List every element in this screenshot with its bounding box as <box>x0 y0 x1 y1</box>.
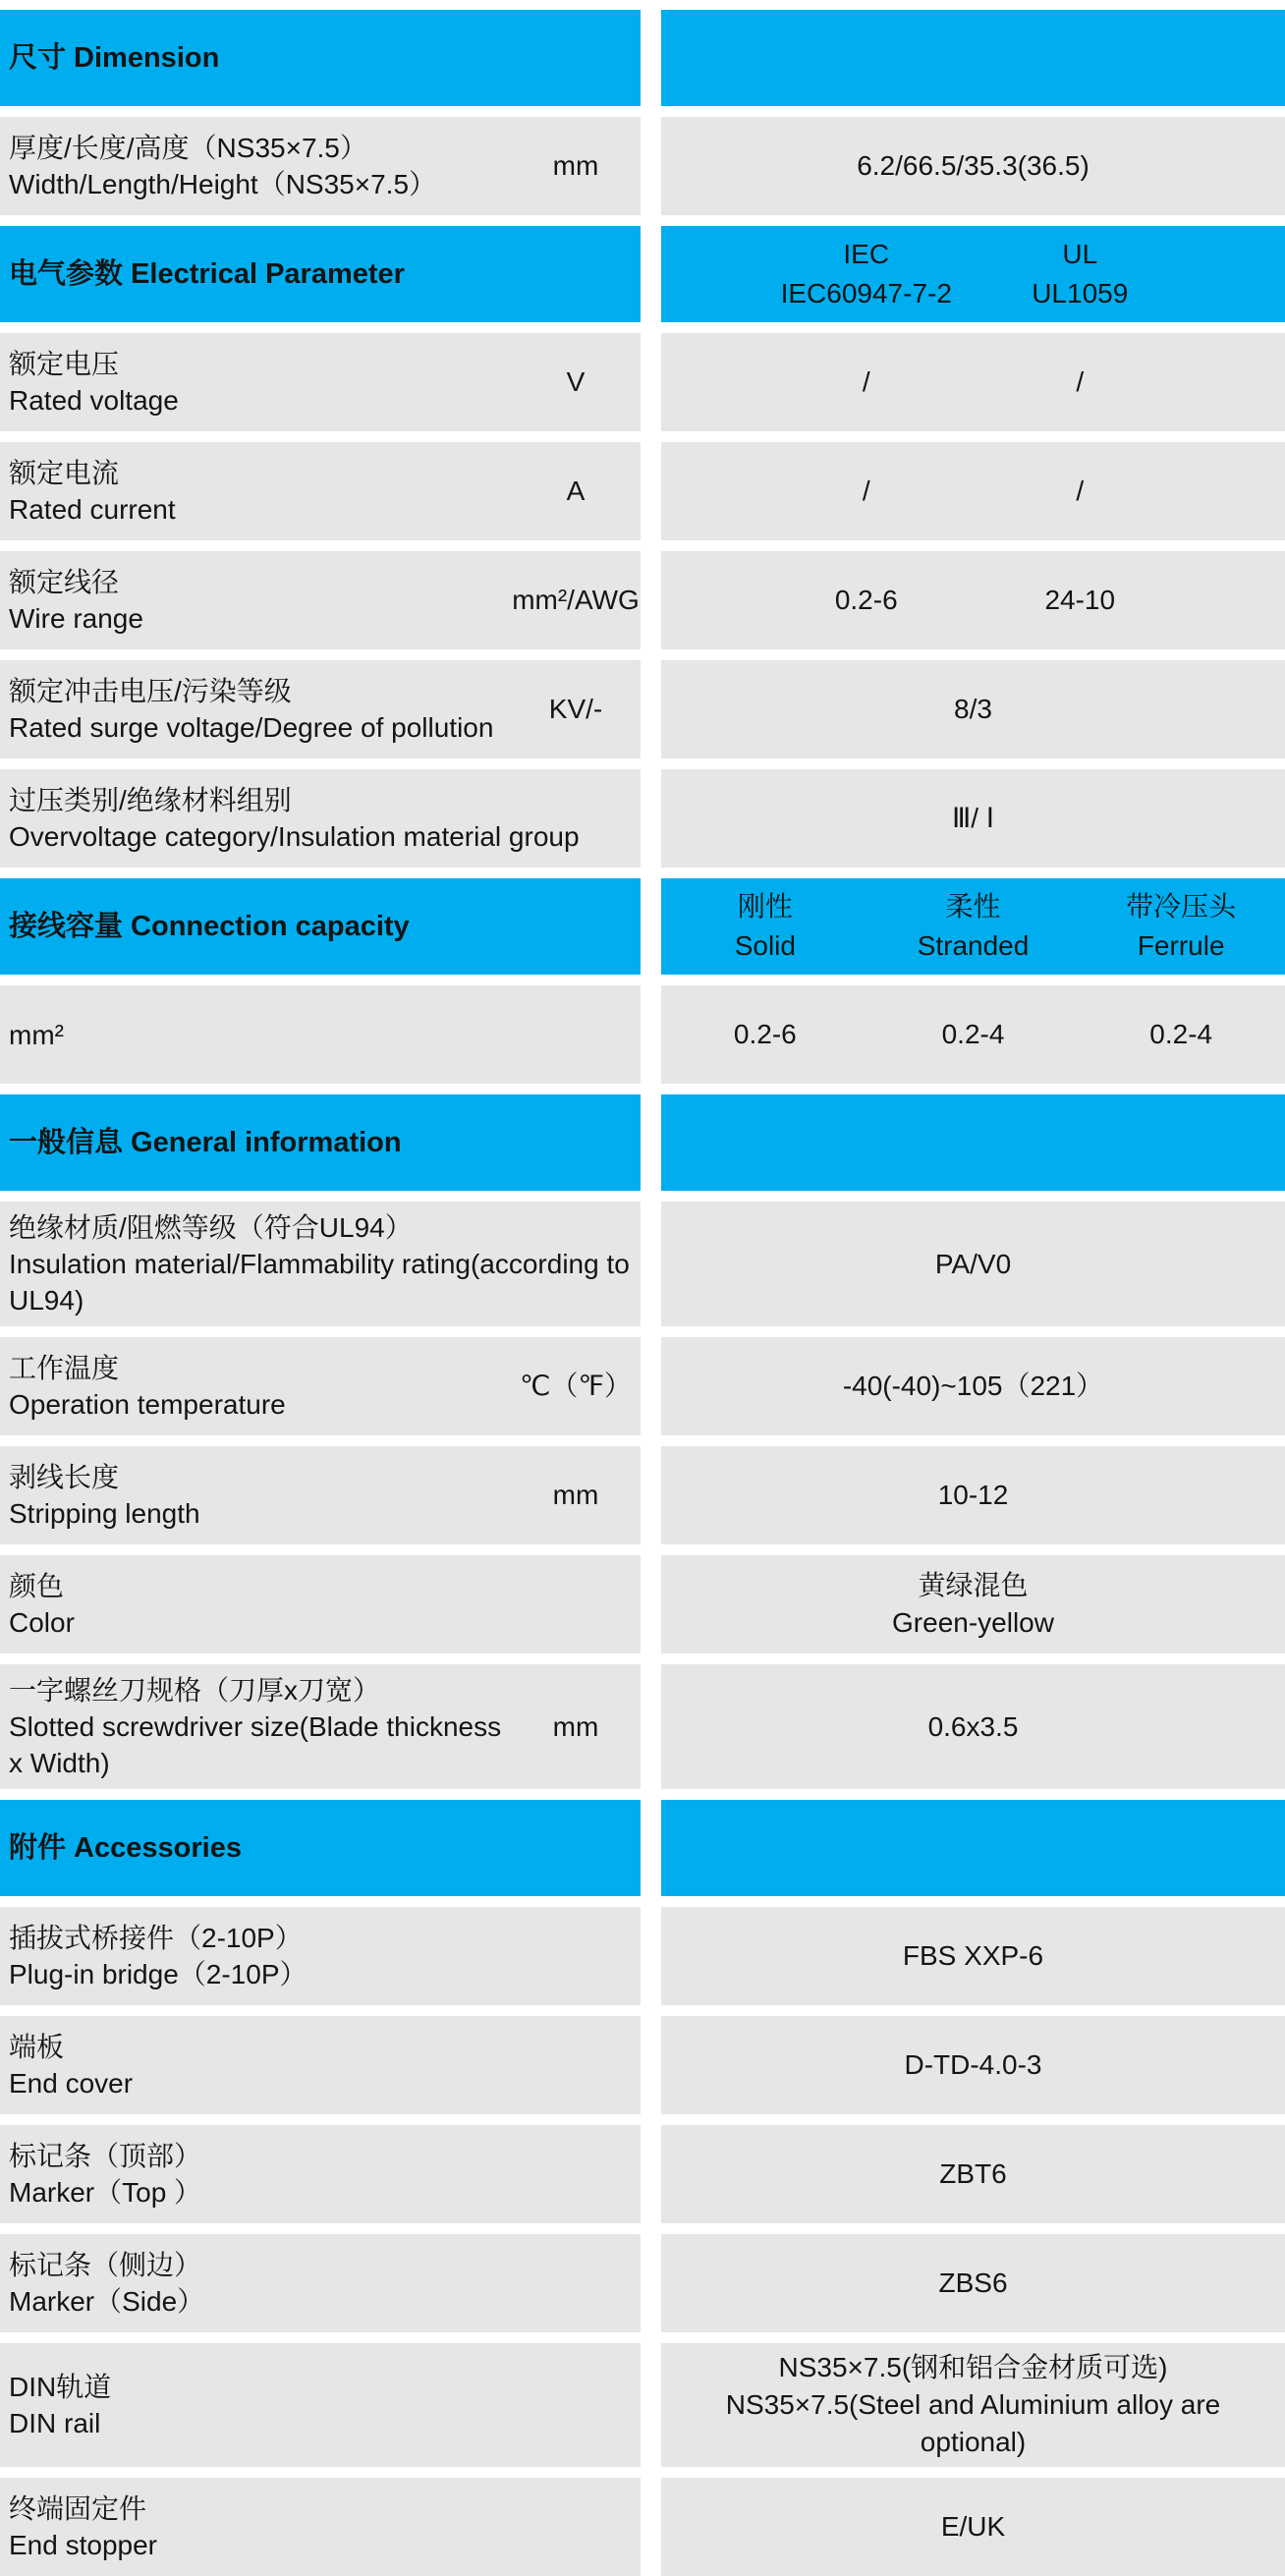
section-title: 尺寸 Dimension <box>9 42 220 74</box>
header-col-iec <box>759 231 974 317</box>
label-zh: 额定电压 <box>9 349 120 379</box>
section-header-right <box>661 1094 1285 1191</box>
col-line1: 带冷压头 <box>1126 891 1237 922</box>
row-label <box>0 2130 641 2218</box>
value-cell <box>882 1561 1064 1648</box>
row-label <box>0 2021 641 2109</box>
row-left <box>0 769 641 868</box>
row-right <box>661 442 1285 540</box>
label-en: Insulation material/Flammability rating(according to UL94) <box>9 1249 630 1316</box>
spec-row-marker-top <box>0 2125 1285 2223</box>
row-label <box>0 1451 511 1540</box>
spec-row-screwdriver-size <box>0 1664 1285 1789</box>
spec-row-rated-voltage <box>0 333 1285 431</box>
section-title: 附件 Accessories <box>9 1832 242 1864</box>
label-en: Width/Length/Height（NS35×7.5） <box>9 169 437 199</box>
row-right <box>661 1664 1285 1789</box>
value-col-iec: 0.2-6 <box>834 585 898 615</box>
unit-cell: A <box>566 476 586 506</box>
spec-row-marker-side <box>0 2234 1285 2332</box>
value-col-ul: / <box>1076 476 1085 506</box>
header-col-solid <box>661 883 869 970</box>
unit-cell: V <box>566 366 586 397</box>
row-left <box>0 1664 641 1789</box>
row-label <box>0 1202 641 1326</box>
col-line2: UL1059 <box>1032 278 1129 308</box>
row-left <box>0 1446 641 1544</box>
unit-cell: mm <box>552 1480 599 1510</box>
col-line1: IEC <box>843 239 890 269</box>
spec-row-din-rail <box>0 2343 1285 2467</box>
label-en: End cover <box>9 2068 134 2099</box>
row-left <box>0 1907 641 2005</box>
spec-row-plug-in-bridge <box>0 1907 1285 2005</box>
row-label <box>0 2239 641 2327</box>
row-label <box>0 122 511 210</box>
value-cell: ZBS6 <box>938 2268 1008 2298</box>
col-line2: Solid <box>734 930 796 961</box>
value-col-iec: / <box>862 476 870 506</box>
label-zh: 额定冲击电压/污染等级 <box>9 676 292 706</box>
section-header-general-information <box>0 1094 1285 1191</box>
col-line2: Ferrule <box>1137 930 1225 961</box>
row-right <box>661 985 1285 1084</box>
label-zh: 标记条（侧边） <box>9 2250 202 2280</box>
row-right <box>661 2478 1285 2576</box>
label-en: Rated surge voltage/Degree of pollution <box>9 712 494 743</box>
section-header-dimension <box>0 10 1285 106</box>
row-left <box>0 117 641 215</box>
value-cell: PA/V0 <box>934 1248 1012 1279</box>
spec-row-rated-current <box>0 442 1285 540</box>
header-col-ferrule <box>1077 883 1285 970</box>
label-en: Operation temperature <box>9 1389 286 1420</box>
row-label <box>0 665 511 754</box>
value-columns <box>661 468 1285 515</box>
label-zh: 工作温度 <box>9 1353 120 1383</box>
label-zh: DIN轨道 <box>9 2372 112 2402</box>
row-label <box>0 1009 641 1061</box>
section-header-connection-capacity <box>0 878 1285 975</box>
value-cell: 6.2/66.5/35.3(36.5) <box>857 150 1089 181</box>
label-zh: 端板 <box>9 2032 65 2062</box>
row-right <box>661 333 1285 431</box>
row-right <box>661 551 1285 649</box>
row-right <box>661 660 1285 758</box>
value-cell: -40(-40)~105（221） <box>842 1371 1104 1401</box>
label-en: Color <box>9 1607 75 1638</box>
value-col-iec: / <box>862 366 870 397</box>
label-en: End stopper <box>9 2530 157 2560</box>
label-zh: 剥线长度 <box>9 1462 120 1492</box>
section-header-left <box>0 1800 641 1896</box>
row-right <box>661 2016 1285 2114</box>
value-columns <box>661 359 1285 406</box>
spec-row-stripping-length <box>0 1446 1285 1544</box>
row-label <box>0 1912 641 2000</box>
value-cell: E/UK <box>940 2511 1006 2542</box>
label-en: Marker（Side） <box>9 2286 205 2317</box>
row-left <box>0 1202 641 1326</box>
row-left <box>0 1337 641 1435</box>
value-en: NS35×7.5(Steel and Aluminium alloy are optional) <box>725 2389 1221 2457</box>
row-right <box>661 117 1285 215</box>
section-title: 一般信息 General information <box>9 1127 402 1158</box>
value-cell: 8/3 <box>954 694 992 724</box>
section-header-left <box>0 10 641 106</box>
label-en: Marker（Top ） <box>9 2177 202 2208</box>
spec-row-end-stopper <box>0 2478 1285 2576</box>
header-col-stranded <box>869 883 1078 970</box>
unit-cell: KV/- <box>548 694 603 724</box>
unit-cell: ℃（℉） <box>519 1371 633 1401</box>
section-header-right <box>661 1800 1285 1896</box>
conductor-columns <box>661 883 1285 970</box>
row-left <box>0 2016 641 2114</box>
label-zh: 额定线径 <box>9 567 120 597</box>
spec-row-overvoltage-category <box>0 769 1285 868</box>
section-header-left <box>0 226 641 322</box>
row-label <box>0 2361 641 2449</box>
section-title: 电气参数 Electrical Parameter <box>9 258 405 290</box>
standard-columns <box>661 231 1285 317</box>
label-en: Overvoltage category/Insulation material group <box>9 821 580 852</box>
spec-row-color <box>0 1555 1285 1653</box>
value-cell: FBS XXP-6 <box>902 1940 1044 1971</box>
label-en: Stripping length <box>9 1498 200 1529</box>
spec-row-insulation-material <box>0 1202 1285 1326</box>
value-zh: 黄绿混色 <box>918 1570 1029 1600</box>
unit-cell: mm²/AWG <box>512 585 640 615</box>
row-left <box>0 2125 641 2223</box>
value-cell: 0.6x3.5 <box>927 1710 1019 1742</box>
row-left <box>0 660 641 758</box>
value-cell <box>661 2343 1285 2467</box>
row-left <box>0 985 641 1084</box>
col-line1: 刚性 <box>737 891 793 922</box>
label-en: Plug-in bridge（2-10P） <box>9 1959 307 1989</box>
section-header-accessories <box>0 1800 1285 1896</box>
value-zh: NS35×7.5(钢和铝合金材质可选) <box>778 2352 1168 2382</box>
label-en: Rated current <box>9 494 176 525</box>
unit-cell: mm <box>552 150 599 181</box>
spec-row-operation-temperature <box>0 1337 1285 1435</box>
section-header-right <box>661 10 1285 106</box>
row-left <box>0 333 641 431</box>
row-label <box>0 447 511 535</box>
value-col-ul: 24-10 <box>1044 585 1116 615</box>
value-cell: D-TD-4.0-3 <box>904 2049 1042 2080</box>
label-en: DIN rail <box>9 2408 101 2438</box>
row-right <box>661 1337 1285 1435</box>
row-right <box>661 1907 1285 2005</box>
label-zh: 绝缘材质/阻燃等级（符合UL94） <box>9 1212 413 1243</box>
label-zh: 厚度/长度/高度（NS35×7.5） <box>9 133 367 163</box>
row-label <box>0 774 641 863</box>
label-en: Slotted screwdriver size(Blade thickness x Width) <box>9 1711 502 1778</box>
section-header-right <box>661 226 1285 322</box>
value-en: Green-yellow <box>892 1607 1054 1638</box>
row-right <box>661 2125 1285 2223</box>
label-zh: 标记条（顶部） <box>9 2141 202 2171</box>
spec-row-connection-capacity <box>0 985 1285 1084</box>
row-left <box>0 2234 641 2332</box>
row-left <box>0 2343 641 2467</box>
row-left <box>0 1555 641 1653</box>
label-zh: mm² <box>9 1019 64 1050</box>
unit-cell: mm <box>552 1710 599 1742</box>
section-header-right <box>661 878 1285 975</box>
value-columns <box>661 1011 1285 1058</box>
label-en: Rated voltage <box>9 385 179 416</box>
row-right <box>661 769 1285 868</box>
col-line1: UL <box>1062 239 1098 269</box>
label-zh: 终端固定件 <box>9 2493 147 2524</box>
label-zh: 插拔式桥接件（2-10P） <box>9 1923 303 1953</box>
row-right <box>661 2234 1285 2332</box>
value-columns <box>661 577 1285 624</box>
row-right <box>661 1555 1285 1653</box>
row-label <box>0 2483 641 2571</box>
row-label <box>0 1664 511 1789</box>
value-col-stranded: 0.2-4 <box>941 1019 1005 1049</box>
label-zh: 过压类别/绝缘材料组别 <box>9 785 292 815</box>
value-cell: 10-12 <box>937 1480 1009 1510</box>
value-cell: ZBT6 <box>939 2158 1007 2189</box>
col-line2: IEC60947-7-2 <box>780 278 952 308</box>
col-line1: 柔性 <box>945 891 1001 922</box>
spec-row-dimensions <box>0 117 1285 215</box>
label-zh: 一字螺丝刀规格（刀厚x刀宽） <box>9 1675 381 1706</box>
section-title: 接线容量 Connection capacity <box>9 911 410 942</box>
row-left <box>0 551 641 649</box>
row-left <box>0 2478 641 2576</box>
value-cell: Ⅲ/ Ⅰ <box>951 803 995 833</box>
section-header-left <box>0 1094 641 1191</box>
spec-row-surge-voltage <box>0 660 1285 758</box>
value-col-ferrule: 0.2-4 <box>1149 1019 1213 1049</box>
spec-row-wire-range <box>0 551 1285 649</box>
section-header-electrical <box>0 226 1285 322</box>
label-zh: 颜色 <box>9 1571 65 1601</box>
row-label <box>0 338 511 426</box>
row-right <box>661 1202 1285 1326</box>
row-right <box>661 1446 1285 1544</box>
row-right <box>661 2343 1285 2467</box>
col-line2: Stranded <box>917 930 1030 961</box>
row-left <box>0 442 641 540</box>
value-col-solid: 0.2-6 <box>733 1019 797 1049</box>
label-en: Wire range <box>9 603 143 634</box>
row-label <box>0 1342 511 1430</box>
section-header-left <box>0 878 641 975</box>
value-col-ul: / <box>1076 366 1085 397</box>
label-zh: 额定电流 <box>9 458 120 488</box>
header-col-ul <box>974 231 1188 317</box>
spec-row-end-cover <box>0 2016 1285 2114</box>
row-label <box>0 1560 641 1649</box>
row-label <box>0 556 511 644</box>
